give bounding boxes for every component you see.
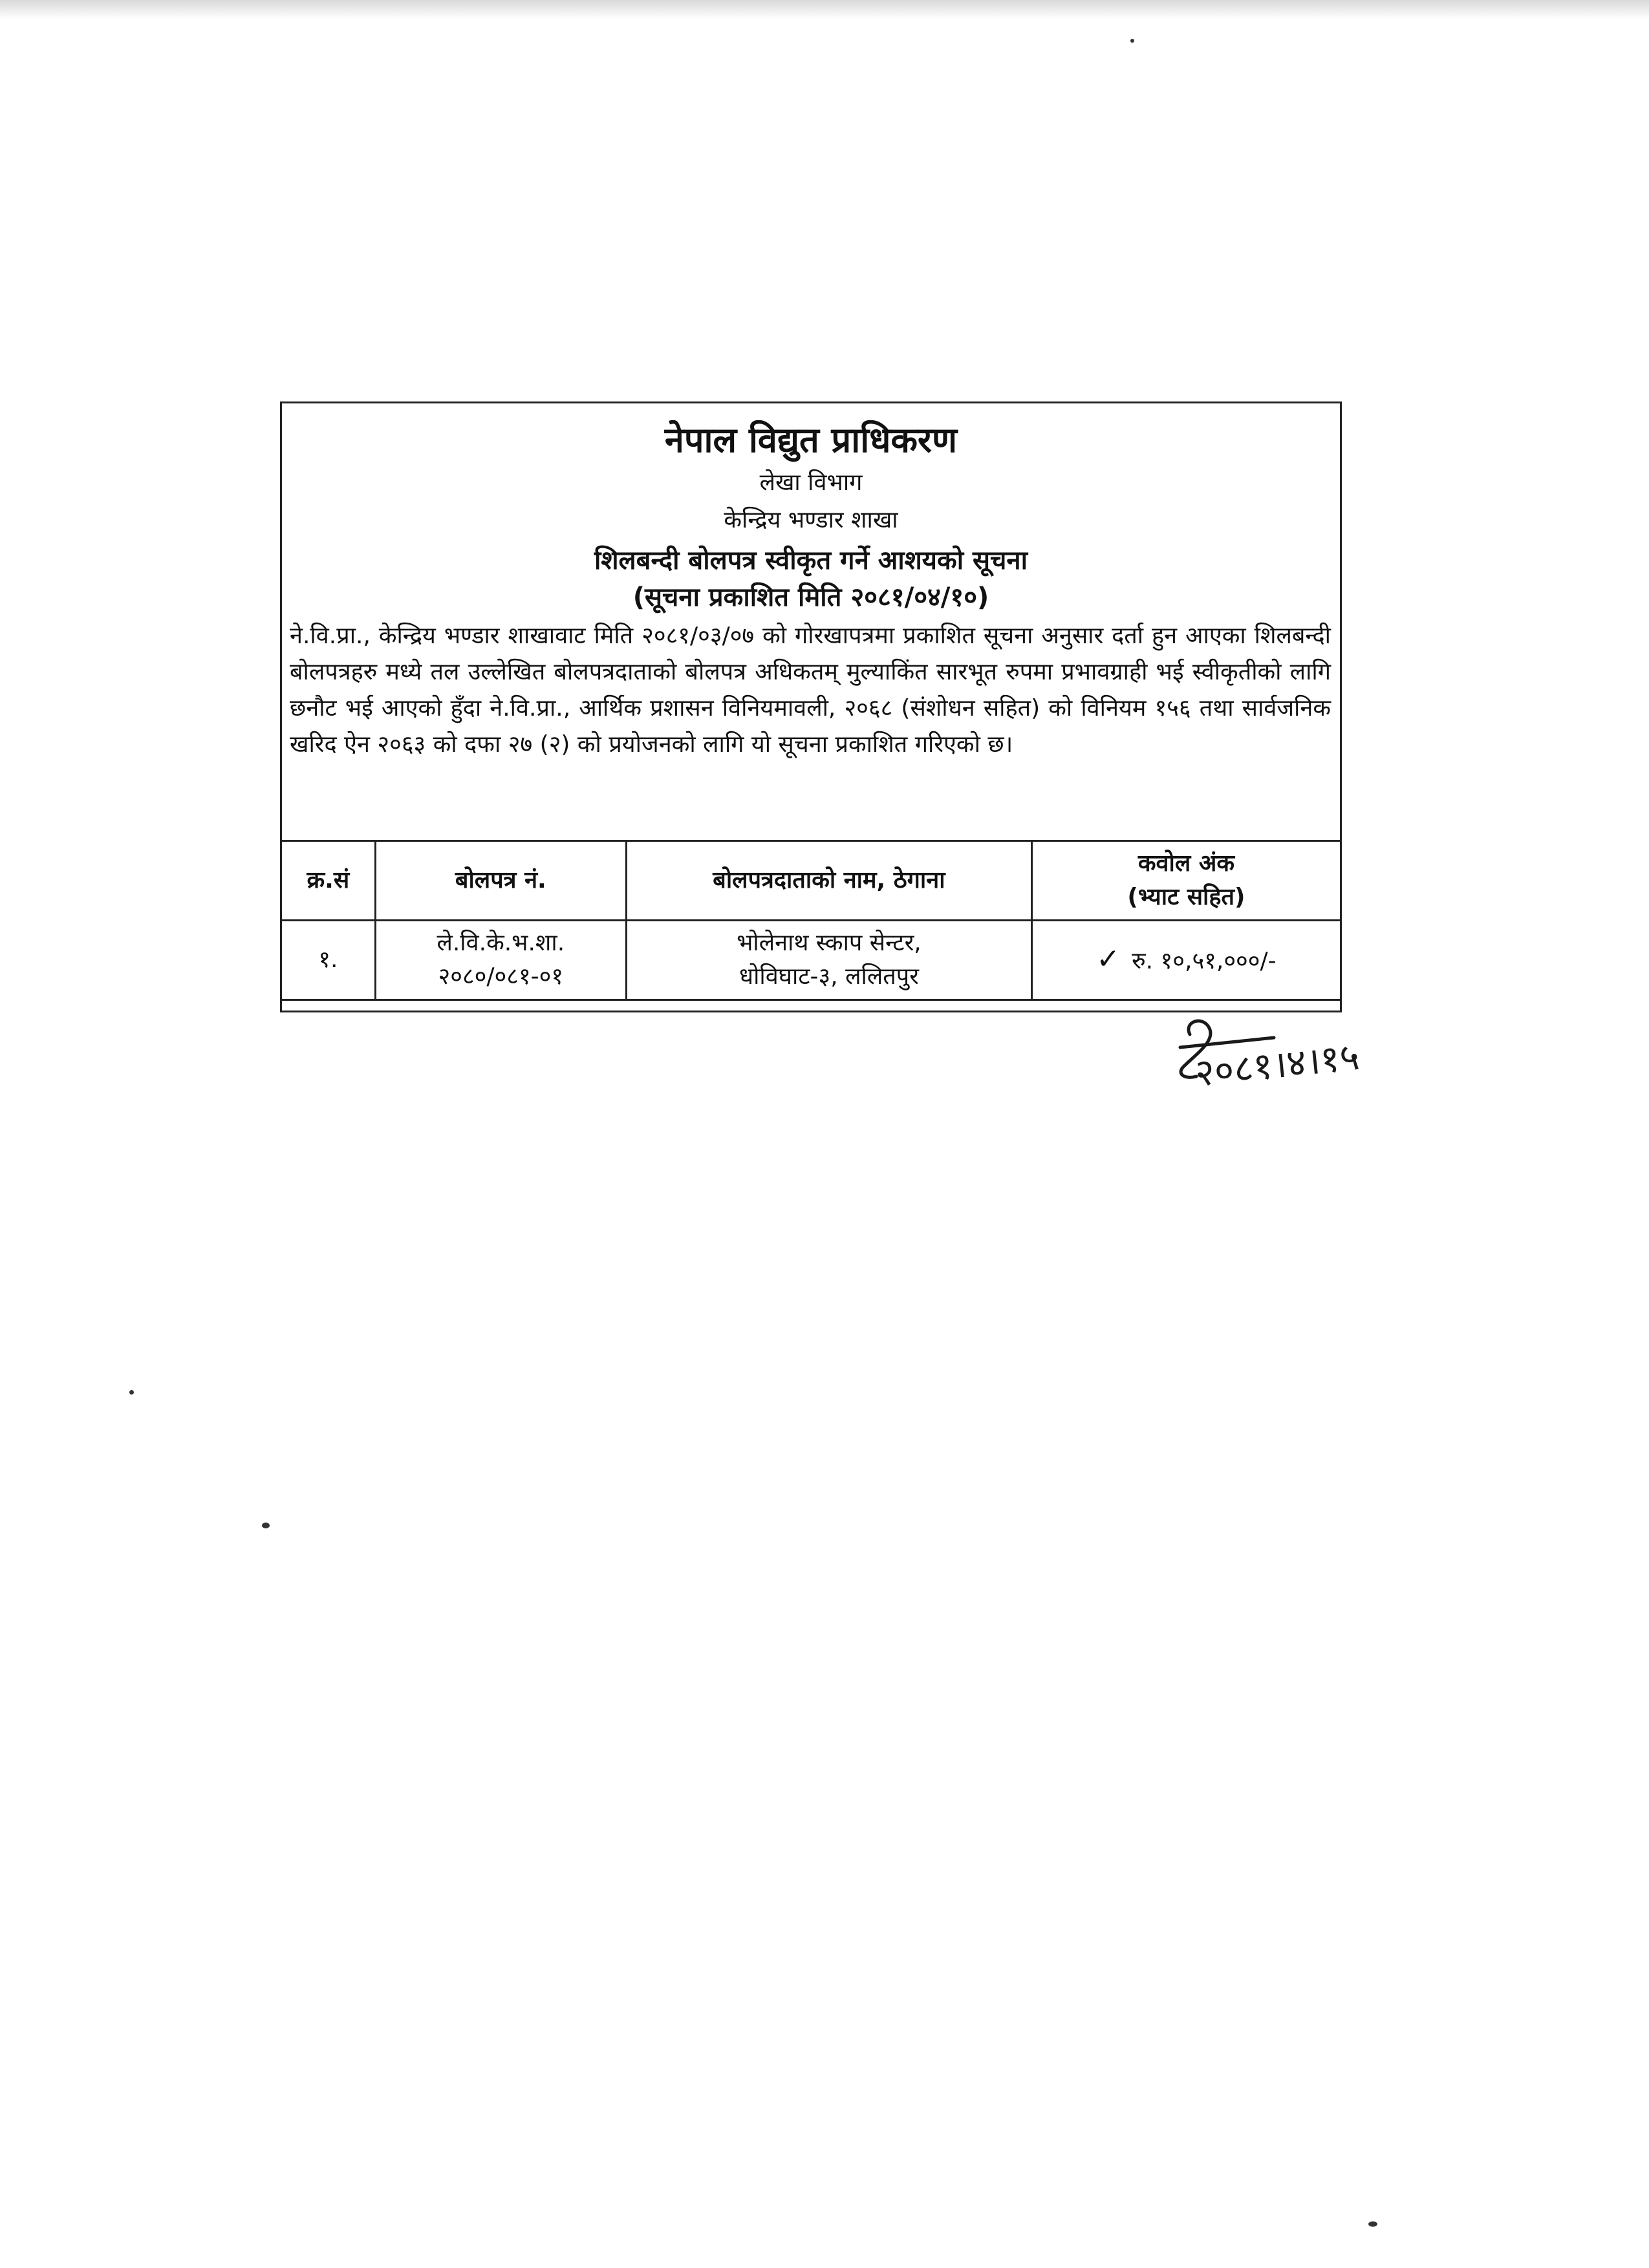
scan-speck — [1130, 39, 1134, 43]
published-date: (सूचना प्रकाशित मिति २०८१/०४/१०) — [632, 583, 989, 612]
cell-sn: १. — [281, 921, 376, 1000]
handwritten-date: २०८१।४।१५ — [1192, 1034, 1362, 1095]
cell-bidder-line2: धोविघाट-३, ललितपुर — [738, 963, 919, 990]
scan-speck — [1368, 2221, 1377, 2227]
scan-speck — [262, 1523, 270, 1528]
cell-bid-no-line1: ले.वि.के.भ.शा. — [436, 930, 565, 956]
notice-box — [280, 401, 1342, 1012]
notice-body: ने.वि.प्रा., केन्द्रिय भण्डार शाखावाट मिति २०८१/०३/०७ को गोरखापत्रमा प्रकाशित सूचना अनुसार दर्ता हुन आएका शिलबन्दी बोलपत्रहरु मध्ये तल उल्लेखित बोलपत्रदाताको बोलपत्र अधिकतम् मुल्याकिंत सारभूत रुपमा प्रभावग्राही भई स्वीकृतीको लागि छनौट भई आएको हुँदा ने.वि.प्रा., आर्थिक प्रशासन विनियमावली, २०६८ (संशोधन सहित) को विनियम १५६ तथा सार्वजनिक खरिद ऐन २०६३ को दफा २७ (२) को प्रयोजनको लागि यो सूचना प्रकाशित गरिएको छ। — [290, 623, 1331, 758]
col-header-bidder: बोलपत्रदाताको नाम, ठेगाना — [626, 841, 1031, 921]
col-header-bid-no: बोलपत्र नं. — [375, 841, 626, 921]
scan-edge-shadow — [0, 0, 1649, 19]
cell-bidder — [626, 921, 1031, 1000]
notice-header — [282, 403, 1340, 615]
handwritten-signature — [1170, 1009, 1384, 1106]
cell-bid-no-line2: २०८०/०८१-०१ — [438, 963, 564, 990]
col-header-sn: क्र.सं — [281, 841, 376, 921]
branch-name: केन्द्रिय भण्डार शाखा — [724, 507, 898, 533]
table-header-row — [281, 841, 1341, 921]
checkmark-icon: ✓ — [1096, 942, 1121, 976]
cell-bid-no — [375, 921, 626, 1000]
cell-amount — [1031, 921, 1341, 1000]
notice-title: शिलबन्दी बोलपत्र स्वीकृत गर्ने आशयको सूचना — [594, 546, 1028, 575]
col-header-amount-line1: कवोल अंक — [1137, 850, 1234, 877]
department-name: लेखा विभाग — [759, 469, 863, 496]
cell-bidder-line1: भोलेनाथ स्काप सेन्टर, — [737, 930, 921, 956]
col-header-amount — [1031, 841, 1341, 921]
table-row — [281, 921, 1341, 1000]
col-header-amount-line2: (भ्याट सहित) — [1127, 884, 1245, 910]
scan-speck — [129, 1390, 134, 1395]
bid-table — [280, 840, 1342, 1001]
org-name: नेपाल विद्युत प्राधिकरण — [664, 420, 958, 460]
cell-amount-value: रु. १०,५१,०००/- — [1132, 947, 1277, 974]
